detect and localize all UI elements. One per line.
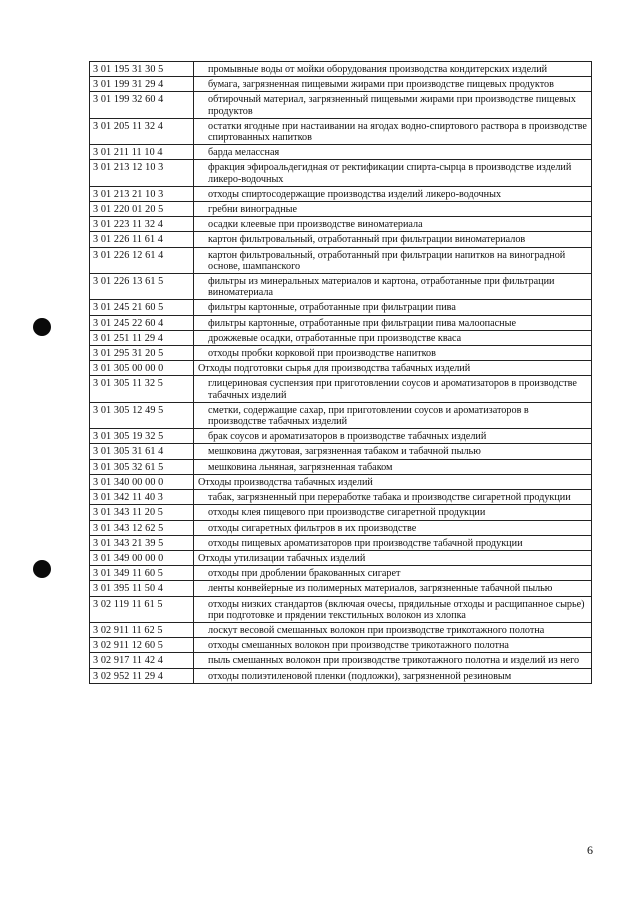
waste-description-cell: промывные воды от мойки оборудования производства кондитерских изделий <box>194 62 592 77</box>
waste-description-cell: отходы пробки корковой при производстве напитков <box>194 346 592 361</box>
waste-description-cell: глицериновая суспензия при приготовлении соусов и ароматизаторов в производстве табачных изделий <box>194 376 592 402</box>
table-row <box>90 429 592 444</box>
waste-code-cell: 3 01 226 11 61 4 <box>90 232 194 247</box>
waste-code-cell: 3 01 213 12 10 3 <box>90 160 194 186</box>
waste-code-cell: 3 01 199 31 29 4 <box>90 77 194 92</box>
table-row <box>90 490 592 505</box>
waste-description-cell: отходы сигаретных фильтров в их производстве <box>194 520 592 535</box>
waste-code-cell: 3 01 305 19 32 5 <box>90 429 194 444</box>
table-row <box>90 622 592 637</box>
waste-description-cell: мешковина джутовая, загрязненная табаком и табачной пылью <box>194 444 592 459</box>
table-row <box>90 217 592 232</box>
waste-code-cell: 3 01 305 12 49 5 <box>90 402 194 428</box>
table-row <box>90 566 592 581</box>
waste-description-cell: фильтры картонные, отработанные при фильтрации пива малоопасные <box>194 315 592 330</box>
waste-code-cell: 3 02 911 11 62 5 <box>90 622 194 637</box>
waste-description-cell: брак соусов и ароматизаторов в производстве табачных изделий <box>194 429 592 444</box>
waste-code-cell: 3 02 911 12 60 5 <box>90 638 194 653</box>
waste-code-cell: 3 02 952 11 29 4 <box>90 668 194 683</box>
waste-code-cell: 3 01 226 12 61 4 <box>90 247 194 273</box>
table-row <box>90 77 592 92</box>
waste-description-cell: отходы пищевых ароматизаторов при производстве табачной продукции <box>194 535 592 550</box>
waste-code-cell: 3 01 305 00 00 0 <box>90 361 194 376</box>
waste-code-cell: 3 01 395 11 50 4 <box>90 581 194 596</box>
waste-code-cell: 3 01 349 00 00 0 <box>90 550 194 565</box>
waste-description-cell: бумага, загрязненная пищевыми жирами при производстве пищевых продуктов <box>194 77 592 92</box>
waste-description-cell: дрожжевые осадки, отработанные при производстве кваса <box>194 330 592 345</box>
table-row <box>90 638 592 653</box>
waste-description-cell: мешковина льняная, загрязненная табаком <box>194 459 592 474</box>
waste-description-cell: отходы при дроблении бракованных сигарет <box>194 566 592 581</box>
table-row <box>90 653 592 668</box>
page-number: 6 <box>587 843 593 857</box>
waste-description-cell: пыль смешанных волокон при производстве трикотажного полотна и изделий из него <box>194 653 592 668</box>
waste-description-cell: гребни виноградные <box>194 202 592 217</box>
table-row <box>90 596 592 622</box>
table-row <box>90 62 592 77</box>
table-group-row <box>90 474 592 489</box>
waste-code-cell: 3 01 343 21 39 5 <box>90 535 194 550</box>
waste-description-cell: Отходы подготовки сырья для производства табачных изделий <box>194 361 592 376</box>
table-row <box>90 160 592 186</box>
table-row <box>90 535 592 550</box>
waste-code-cell: 3 01 343 12 62 5 <box>90 520 194 535</box>
waste-code-cell: 3 01 223 11 32 4 <box>90 217 194 232</box>
table-row <box>90 520 592 535</box>
waste-code-cell: 3 01 211 11 10 4 <box>90 145 194 160</box>
waste-description-cell: отходы смешанных волокон при производстве трикотажного полотна <box>194 638 592 653</box>
waste-description-cell: отходы спиртосодержащие производства изделий ликеро-водочных <box>194 186 592 201</box>
waste-code-cell: 3 02 119 11 61 5 <box>90 596 194 622</box>
table-group-row <box>90 550 592 565</box>
waste-description-cell: табак, загрязненный при переработке табака и производстве сигаретной продукции <box>194 490 592 505</box>
table-row <box>90 505 592 520</box>
table-row <box>90 274 592 300</box>
table-row <box>90 92 592 118</box>
waste-description-cell: сметки, содержащие сахар, при приготовлении соусов и ароматизаторов в производстве табачных изделий <box>194 402 592 428</box>
waste-code-cell: 3 02 917 11 42 4 <box>90 653 194 668</box>
waste-code-cell: 3 01 205 11 32 4 <box>90 118 194 144</box>
table-row <box>90 459 592 474</box>
waste-code-cell: 3 01 220 01 20 5 <box>90 202 194 217</box>
waste-description-cell: лоскут весовой смешанных волокон при производстве трикотажного полотна <box>194 622 592 637</box>
table-row <box>90 668 592 683</box>
waste-code-cell: 3 01 305 31 61 4 <box>90 444 194 459</box>
waste-description-cell: отходы низких стандартов (включая очесы, прядильные отходы и расщипанное сырье) при подготовке и прядении текстильных волокон из хлопка <box>194 596 592 622</box>
waste-description-cell: барда мелассная <box>194 145 592 160</box>
waste-description-cell: картон фильтровальный, отработанный при фильтрации виноматериалов <box>194 232 592 247</box>
table-row <box>90 581 592 596</box>
table-row <box>90 315 592 330</box>
waste-code-cell: 3 01 199 32 60 4 <box>90 92 194 118</box>
waste-description-cell: картон фильтровальный, отработанный при фильтрации напитков на виноградной основе, шампанского <box>194 247 592 273</box>
waste-code-cell: 3 01 305 11 32 5 <box>90 376 194 402</box>
table-group-row <box>90 361 592 376</box>
waste-code-cell: 3 01 245 22 60 4 <box>90 315 194 330</box>
waste-description-cell: ленты конвейерные из полимерных материалов, загрязненные табачной пылью <box>194 581 592 596</box>
table-row <box>90 330 592 345</box>
waste-description-cell: отходы полиэтиленовой пленки (подложки), загрязненной резиновым <box>194 668 592 683</box>
table-row <box>90 300 592 315</box>
table-row <box>90 247 592 273</box>
waste-code-cell: 3 01 226 13 61 5 <box>90 274 194 300</box>
waste-description-cell: фильтры из минеральных материалов и картона, отработанные при фильтрации виноматериала <box>194 274 592 300</box>
table-row <box>90 376 592 402</box>
table-row <box>90 145 592 160</box>
waste-description-cell: Отходы производства табачных изделий <box>194 474 592 489</box>
waste-code-cell: 3 01 195 31 30 5 <box>90 62 194 77</box>
waste-description-cell: осадки клеевые при производстве виноматериала <box>194 217 592 232</box>
table-row <box>90 118 592 144</box>
table-row <box>90 186 592 201</box>
waste-description-cell: Отходы утилизации табачных изделий <box>194 550 592 565</box>
waste-codes-table <box>89 61 592 684</box>
waste-code-cell: 3 01 349 11 60 5 <box>90 566 194 581</box>
punch-hole-bottom <box>33 560 51 578</box>
table-row <box>90 444 592 459</box>
table-row <box>90 202 592 217</box>
waste-code-cell: 3 01 305 32 61 5 <box>90 459 194 474</box>
waste-code-cell: 3 01 213 21 10 3 <box>90 186 194 201</box>
table-row <box>90 402 592 428</box>
punch-hole-top <box>33 318 51 336</box>
waste-description-cell: остатки ягодные при настаивании на ягодах водно-спиртового раствора в производстве спиртованных напитков <box>194 118 592 144</box>
waste-description-cell: обтирочный материал, загрязненный пищевыми жирами при производстве пищевых продуктов <box>194 92 592 118</box>
waste-description-cell: фильтры картонные, отработанные при фильтрации пива <box>194 300 592 315</box>
waste-code-cell: 3 01 295 31 20 5 <box>90 346 194 361</box>
waste-code-cell: 3 01 342 11 40 3 <box>90 490 194 505</box>
waste-code-cell: 3 01 340 00 00 0 <box>90 474 194 489</box>
waste-description-cell: фракция эфироальдегидная от ректификации спирта-сырца в производстве изделий ликеро-водочных <box>194 160 592 186</box>
table-row <box>90 232 592 247</box>
waste-description-cell: отходы клея пищевого при производстве сигаретной продукции <box>194 505 592 520</box>
waste-code-cell: 3 01 343 11 20 5 <box>90 505 194 520</box>
waste-codes-table-body <box>90 62 592 684</box>
waste-code-cell: 3 01 245 21 60 5 <box>90 300 194 315</box>
table-row <box>90 346 592 361</box>
waste-code-cell: 3 01 251 11 29 4 <box>90 330 194 345</box>
